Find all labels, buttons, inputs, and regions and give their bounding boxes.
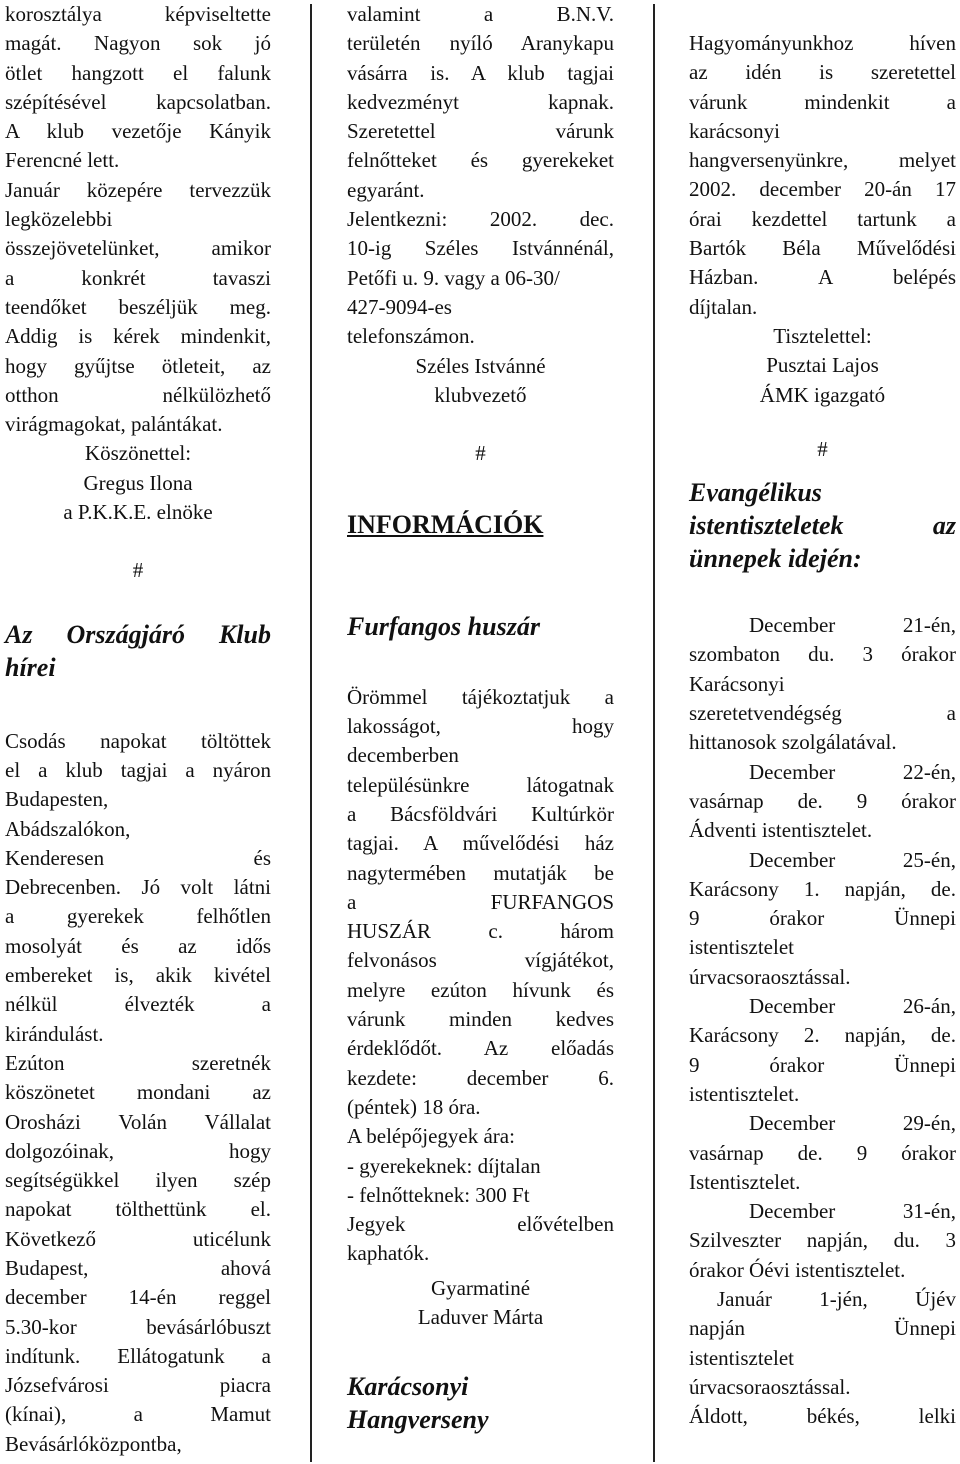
text-line: vásárra is. A klub tagjai — [347, 60, 614, 85]
services-list — [689, 611, 956, 1431]
text-line: legközelebbi — [5, 207, 113, 232]
text-line: Szilveszter napján, du. 3 — [689, 1228, 956, 1253]
text-line: Budapesten, — [5, 787, 109, 812]
text-line: Jegyek elővételben — [347, 1212, 614, 1237]
text-line: teendőket beszéljük meg. — [5, 294, 271, 319]
service-entry — [689, 1285, 956, 1431]
heading-line: Az Országjáró Klub — [5, 619, 271, 649]
text-line: Bevásárlóközpontba, — [5, 1431, 182, 1456]
text-line: kezdete: december 6. — [347, 1065, 614, 1090]
text-line: telefonszámon. — [347, 324, 475, 349]
text-line: Ferencné lett. — [5, 148, 120, 173]
text-line: hogy gyűjtse ötleteit, az — [5, 353, 271, 378]
text-line: Istentisztelet. — [689, 1169, 801, 1194]
signature-line: Pusztai Lajos — [766, 353, 879, 378]
text-line: 5.30-kor bevásárlóbuszt — [5, 1314, 271, 1339]
text-line: istentisztelet — [689, 935, 794, 960]
text-line: HUSZÁR c. három — [347, 919, 614, 944]
text-line: nélkül élvezték a — [5, 992, 271, 1017]
text-line: érdeklődőt. Az előadás — [347, 1036, 614, 1061]
column-divider — [310, 4, 312, 1462]
service-date: Január 1-jén, Újév — [717, 1286, 956, 1311]
text-line: vasárnap de. 9 órakor — [689, 1140, 956, 1165]
heading-line: Evangélikus — [689, 478, 822, 508]
text-line: Következő uticélunk — [5, 1226, 271, 1251]
text-line: felnőtteket és gyerekeket — [347, 148, 614, 173]
text-line: órai kezdettel tartunk a — [689, 206, 956, 231]
signature-line: ÁMK igazgató — [759, 382, 886, 407]
text-line: Ezúton szeretnék — [5, 1050, 271, 1075]
signature-line: klubvezető — [434, 382, 527, 407]
text-line: Budapest, ahová — [5, 1255, 271, 1280]
text-line: decemberben — [347, 743, 459, 768]
text-line: szépítésével kapcsolatban. — [5, 89, 271, 114]
signature-line: Tisztelettel: — [773, 323, 872, 348]
text-line: felvonásos vígjátékot, — [347, 948, 614, 973]
text-line: tagjai. A művelődési ház — [347, 831, 614, 856]
text-line: Karácsonyi — [689, 671, 785, 696]
text-line: várunk minden kedves — [347, 1007, 614, 1032]
text-line: Hagyományunkhoz híven — [689, 31, 956, 55]
text-line: - gyerekeknek: díjtalan — [347, 1153, 541, 1178]
text-line: istentisztelet — [689, 1345, 794, 1370]
signature — [689, 322, 956, 410]
service-date: December 29-én, — [749, 1111, 956, 1136]
text-line: Karácsony 1. napján, de. — [689, 876, 956, 901]
section-separator: # — [132, 558, 144, 583]
heading-line: istentiszteletek az — [689, 511, 956, 541]
signature-line: Gregus Ilona — [83, 470, 193, 495]
text-line: az idén is szeretettel — [689, 60, 956, 85]
concert-paragraph — [689, 29, 956, 322]
text-line: nagytermében mutatják be — [347, 860, 614, 885]
text-line: Debrecenben. Jó volt látni — [5, 875, 271, 900]
text-line: segítségükkel ilyen szép — [5, 1168, 271, 1193]
text-line: (kínai), a Mamut — [5, 1402, 271, 1427]
text-line: Kenderesen és — [5, 845, 271, 870]
text-line: Karácsony 2. napján, de. — [689, 1023, 956, 1048]
column-divider — [653, 4, 655, 1462]
text-line: lakosságot, hogy — [347, 714, 614, 739]
text-line: hittanosok szolgálatával. — [689, 730, 897, 755]
text-line: istentisztelet. — [689, 1081, 800, 1106]
signature-line: Köszönettel: — [84, 441, 192, 466]
section-separator: # — [817, 436, 828, 461]
text-line: Házban. A belépés — [689, 265, 956, 290]
text-line: A belépőjegyek ára: — [347, 1124, 515, 1149]
text-line: embereket is, akik kivétel — [5, 963, 271, 988]
text-line: 427-9094-es — [347, 294, 452, 319]
text-line: területén nyíló Aranykapu — [347, 31, 614, 56]
signature — [347, 1274, 614, 1333]
service-entry — [689, 611, 956, 757]
service-date: December 25-én, — [749, 847, 956, 872]
event-heading: Furfangos huszár — [347, 611, 540, 641]
column-2 — [347, 0, 614, 1436]
text-line: korosztálya képviseltette — [5, 2, 271, 26]
service-date: December 21-én, — [749, 613, 956, 638]
services-heading — [689, 476, 956, 575]
intro-paragraph — [5, 0, 271, 439]
service-date: December 31-én, — [749, 1199, 956, 1224]
text-line: dolgozóinak, hogy — [5, 1138, 271, 1163]
section-separator: # — [475, 441, 486, 466]
text-line: karácsonyi — [689, 118, 780, 143]
info-heading: INFORMÁCIÓK — [347, 510, 544, 540]
text-line: el a klub tagjai a nyáron — [5, 757, 271, 782]
text-line: a FURFANGOS — [347, 889, 614, 914]
text-line: a Bácsföldvári Kultúrkör — [347, 801, 614, 826]
text-line: Örömmel tájékoztatjuk a — [347, 684, 614, 709]
text-line: kedvezményt kapnak. — [347, 89, 614, 114]
text-line: december 14-én reggel — [5, 1285, 271, 1310]
text-line: mosolyát és az idős — [5, 933, 271, 958]
text-line: 2002. december 20-án 17 — [689, 177, 956, 202]
text-line: Jelentkezni: 2002. dec. — [347, 207, 614, 232]
text-line: településünkre látogatnak — [347, 772, 614, 797]
heading-line: Karácsonyi — [347, 1372, 469, 1402]
signature-line: Gyarmatiné — [430, 1275, 531, 1300]
text-line: kaphatók. — [347, 1241, 430, 1266]
text-line: napokat tölthettünk el. — [5, 1197, 271, 1222]
text-line: szeretetvendégség a — [689, 701, 956, 726]
text-line: úrvacsoraosztással. — [689, 1374, 851, 1399]
text-line: órakor Óévi istentisztelet. — [689, 1257, 906, 1282]
text-line: melyre ezúton hívunk és — [347, 977, 614, 1002]
text-line: valamint a B.N.V. — [347, 2, 614, 26]
text-line: Abádszalókon, — [5, 816, 131, 841]
heading-line: hírei — [5, 652, 56, 682]
signature-line: a P.K.K.E. elnöke — [63, 500, 213, 525]
text-line: Szeretettel várunk — [347, 119, 614, 144]
signature — [347, 352, 614, 411]
concert-heading — [347, 1370, 614, 1436]
text-line: ötlet hangzott el falunk — [5, 60, 271, 85]
text-line: indítunk. Ellátogatunk a — [5, 1343, 271, 1368]
service-entry — [689, 992, 956, 1109]
text-line: magát. Nagyon sok jó — [5, 31, 271, 56]
club-paragraph — [5, 727, 271, 1459]
service-entry — [689, 846, 956, 992]
text-line: szombaton du. 3 órakor — [689, 642, 956, 667]
text-line: Addig is kérek mindenkit, — [5, 324, 271, 349]
text-line: 9 órakor Ünnepi — [689, 906, 956, 931]
text-line: egyaránt. — [347, 177, 425, 202]
ticket-prices — [347, 1122, 614, 1268]
text-line: a gyerekek felhőtlen — [5, 904, 271, 929]
service-entry — [689, 1197, 956, 1285]
text-line: napján Ünnepi — [689, 1316, 956, 1341]
signature — [5, 439, 271, 527]
text-line: Áldott, békés, lelki — [689, 1404, 956, 1429]
text-line: Ádventi istentisztelet. — [689, 818, 873, 843]
text-line: Csodás napokat töltöttek — [5, 728, 271, 753]
text-line: úrvacsoraosztással. — [689, 964, 851, 989]
text-line: 9 órakor Ünnepi — [689, 1052, 956, 1077]
text-line: Petőfi u. 9. vagy a 06-30/ — [347, 265, 560, 290]
signature-line: Laduver Márta — [417, 1304, 544, 1329]
text-line: díjtalan. — [689, 294, 758, 319]
service-date: December 22-én, — [749, 759, 956, 784]
heading-line: Hangverseny — [347, 1405, 489, 1435]
column-3 — [689, 0, 956, 1431]
text-line: hangversenyünkre, melyet — [689, 148, 956, 173]
column-1 — [5, 0, 271, 1459]
text-line: virágmagokat, palántákat. — [5, 412, 223, 437]
service-entry — [689, 1109, 956, 1197]
text-line: Január közepére tervezzük — [5, 177, 271, 202]
text-line: A klub vezetője Kányik — [5, 119, 271, 144]
text-line: köszönetet mondani az — [5, 1080, 271, 1105]
text-line: - felnőtteknek: 300 Ft — [347, 1182, 530, 1207]
text-line: vasárnap de. 9 órakor — [689, 788, 956, 813]
signature-line: Széles Istvánné — [415, 353, 546, 378]
club-heading — [5, 618, 271, 684]
text-line: Bartók Béla Művelődési — [689, 236, 956, 261]
text-line: otthon nélkülözhető — [5, 382, 271, 407]
service-date: December 26-án, — [749, 994, 956, 1019]
text-line: várunk mindenkit a — [689, 89, 956, 114]
text-line: Józsefvárosi piacra — [5, 1373, 271, 1398]
heading-line: ünnepek idején: — [689, 544, 862, 574]
text-line: a konkrét tavaszi — [5, 265, 271, 290]
event-paragraph — [347, 683, 614, 1122]
text-line: 10-ig Széles Istvánnénál, — [347, 236, 614, 261]
club-paragraph-continued — [347, 0, 614, 352]
text-line: összejövetelünket, amikor — [5, 236, 271, 261]
text-line: kirándulást. — [5, 1021, 104, 1046]
text-line: (péntek) 18 óra. — [347, 1094, 481, 1119]
service-entry — [689, 758, 956, 846]
text-line: Orosházi Volán Vállalat — [5, 1109, 271, 1134]
